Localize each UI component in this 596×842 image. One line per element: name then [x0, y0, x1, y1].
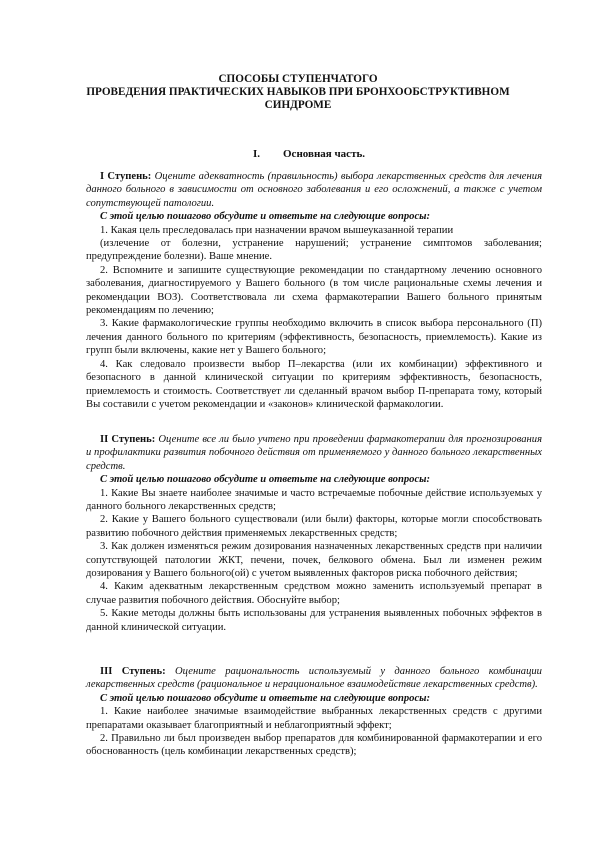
- step-1-question-4: 4. Как следовало произвести выбор П–лекарства (или их комбинации) эффективного и безопасного в данной клинической ситуации по критериям эффективность, безопасность, приемлемость и стоимость. Соответствует ли сделанный врачом выбор П-препарата тому, который Вы составили с учетом рекомендации и «законов» клинической фармакологии.: [86, 358, 542, 410]
- step-3-label: III Ступень:: [100, 666, 166, 677]
- step-1-question-1: 1. Какая цель преследовалась при назначении врачом вышеуказанной терапии: [100, 224, 454, 236]
- step-2-question-1: 1. Какие Вы знаете наиболее значимые и часто встречаемые побочные действие используемых у данного больного лекарственных средств;: [86, 487, 542, 513]
- document-title-line-3: СИНДРОМЕ: [264, 99, 332, 111]
- step-2-question-4: 4. Каким адекватным лекарственным средством можно заменить используемый препарат в случае развития побочного действия. Обоснуйте выбор;: [86, 581, 542, 606]
- section-title: Основная часть.: [283, 148, 366, 160]
- step-3-block: [86, 665, 542, 759]
- step-1-intro: [86, 170, 542, 210]
- step-2-label: II Ступень:: [100, 434, 156, 445]
- section-number: I.: [253, 148, 261, 160]
- document-title-line-1: СПОСОБЫ СТУПЕНЧАТОГО: [218, 73, 378, 85]
- step-2-description: Оцените все ли было учтено при проведении фармакотерапии для прогнозирования и профилактики развития побочного действия от применяемого у данного больного лекарственных средств.: [86, 434, 542, 472]
- step-2-intro: [86, 433, 542, 473]
- step-2-question-2: 2. Какие у Вашего больного существовали (или были) факторы, которые могли способствовать развитию побочного действия применяемых лекарственных средств;: [86, 514, 542, 539]
- step-2-question-5: 5. Какие методы должны быть использованы для устранения выявленных побочных эффектов в данной клинической ситуации.: [86, 608, 542, 633]
- step-2-prompt: С этой целью пошагово обсудите и ответьте на следующие вопросы:: [100, 474, 431, 486]
- step-1-question-3: 3. Какие фармакологические группы необходимо включить в список выбора персонального (П) лечения данного больного по критериям (эффективность, безопасность, приемлемость). Какие из групп были включены, какие нет у Вашего больного;: [86, 318, 542, 357]
- step-1-block: [86, 170, 542, 411]
- step-3-prompt: С этой целью пошагово обсудите и ответьте на следующие вопросы:: [100, 692, 431, 704]
- step-3-description: Оцените рациональность используемый у данного больного комбинации лекарственных средств (рациональное и нерациональное взаимодействие лекарственных средств).: [86, 666, 542, 691]
- step-3-intro: [86, 665, 542, 692]
- step-3-question-2: 2. Правильно ли был произведен выбор препаратов для комбинированной фармакотерапии и его обоснованность (цель комбинации лекарственных средств);: [86, 733, 542, 758]
- step-3-question-1: 1. Какие наиболее значимые взаимодействие выбранных лекарственных средств с другими препаратами оказывает благоприятный и неблагоприятный эффект;: [86, 706, 542, 731]
- step-2-block: [86, 433, 542, 634]
- document-title-line-2: ПРОВЕДЕНИЯ ПРАКТИЧЕСКИХ НАВЫКОВ ПРИ БРОНХООБСТРУКТИВНОМ: [86, 86, 510, 98]
- step-1-question-1-cont: (излечение от болезни, устранение нарушений; устранение симптомов заболевания; предупреждение болезни). Ваше мнение.: [86, 238, 542, 263]
- step-1-prompt: С этой целью пошагово обсудите и ответьте на следующие вопросы:: [100, 211, 431, 223]
- step-1-label: I Ступень:: [100, 171, 152, 182]
- step-2-question-3: 3. Как должен изменяться режим дозирования назначенных лекарственных средств при наличии сопутствующей патологии ЖКТ, печени, почек, белкового обмена. Был ли изменен режим дозирования у Вашего больного(ой) с учетом выявленных факторов риска побочного действия;: [86, 541, 542, 580]
- step-1-description: Оцените адекватность (правильность) выбора лекарственных средств для лечения данного больного в зависимости от основного заболевания и его осложнений, а также с учетом сопутствующей патологии.: [86, 171, 542, 209]
- step-1-question-2: 2. Вспомните и запишите существующие рекомендации по стандартному лечению основного заболевания, диагностируемого у Вашего больного (в том числе рациональные схемы лечения и рекомендации ВОЗ). Соответствовала ли схема фармакотерапии Вашего больного принятым рекомендациям по лечению;: [86, 264, 542, 317]
